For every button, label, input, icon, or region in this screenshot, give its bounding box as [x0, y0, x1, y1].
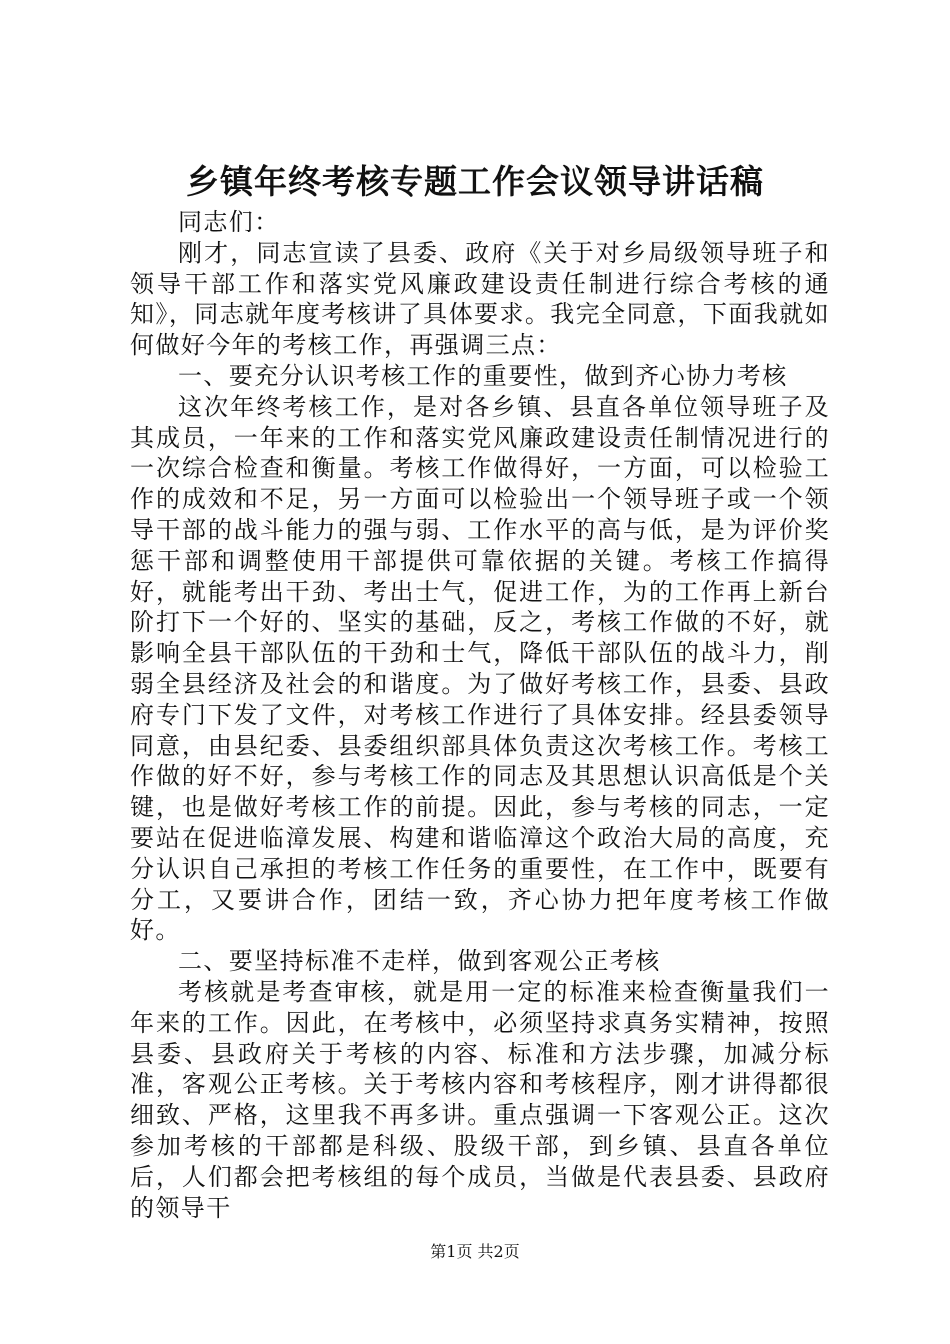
document-body: [130, 207, 830, 1223]
section-heading: 一、要充分认识考核工作的重要性，做到齐心协力考核: [178, 361, 788, 390]
page-footer: 第1页 共2页: [430, 1242, 520, 1261]
body-paragraph: 这次年终考核工作，是对各乡镇、县直各单位领导班子及其成员，一年来的工作和落实党风廉政建设责任制情况进行的一次综合检查和衡量。考核工作做得好，一方面，可以检验工作的成效和不足，另一方面可以检验出一个领导班子或一个领导干部的战斗能力的强与弱、工作水平的高与低，是为评价奖惩干部和调整使用干部提供可靠依据的关键。考核工作搞得好，就能考出干劲、考出士气，促进工作，为的工作再上新台阶打下一个好的、坚实的基础，反之，考核工作做的不好，就影响全县干部队伍的干劲和士气，降低干部队伍的战斗力，削弱全县经济及社会的和谐度。为了做好考核工作，县委、县政府专门下发了文件，对考核工作进行了具体安排。经县委领导同意，由县纪委、县委组织部具体负责这次考核工作。考核工作做的好不好，参与考核工作的同志及其思想认识高低是个关键，也是做好考核工作的前提。因此，参与考核的同志，一定要站在促进临漳发展、构建和谐临漳这个政治大局的高度，充分认识自己承担的考核工作任务的重要性，在工作中，既要有分工，又要讲合作，团结一致，齐心协力把年度考核工作做好。: [130, 392, 830, 945]
body-paragraph: 刚才，同志宣读了县委、政府《关于对乡局级领导班子和领导干部工作和落实党风廉政建设责任制进行综合考核的通知》，同志就年度考核讲了具体要求。我完全同意，下面我就如何做好今年的考核工作，再强调三点：: [130, 238, 830, 360]
section-heading: 二、要坚持标准不走样，做到客观公正考核: [178, 947, 661, 976]
body-paragraph: 考核就是考查审核，就是用一定的标准来检查衡量我们一年来的工作。因此，在考核中，必须坚持求真务实精神，按照县委、县政府关于考核的内容、标准和方法步骤，加减分标准，客观公正考核。关于考核内容和考核程序，刚才讲得都很细致、严格，这里我不再多讲。重点强调一下客观公正。这次参加考核的干部都是科级、股级干部，到乡镇、县直各单位后，人们都会把考核组的每个成员，当做是代表县委、县政府的领导干: [130, 977, 830, 1222]
document-title: 乡镇年终考核专题工作会议领导讲话稿: [186, 162, 764, 201]
salutation: 同志们：: [178, 208, 280, 236]
